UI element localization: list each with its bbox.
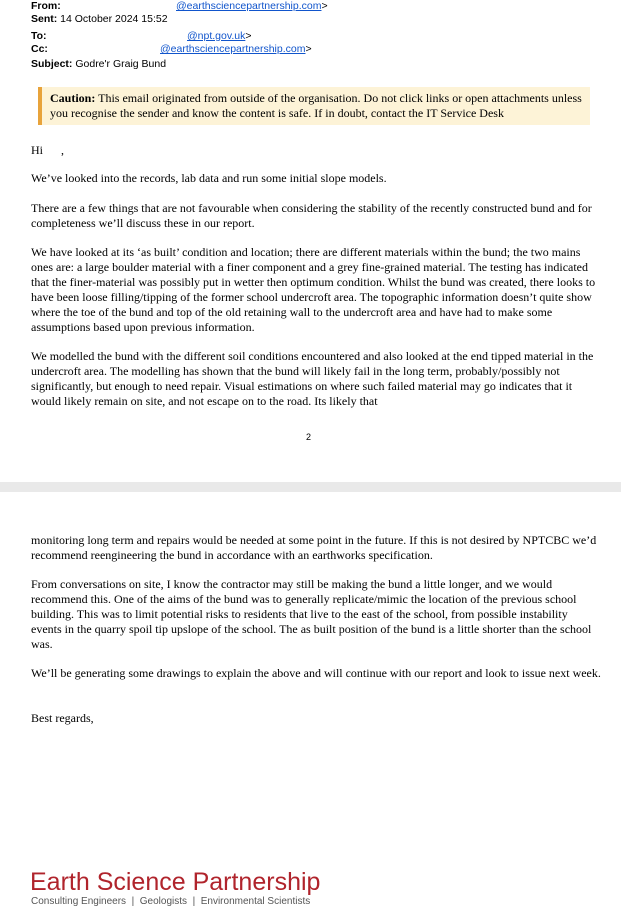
sign-off: Best regards, <box>31 711 94 725</box>
from-email-link[interactable]: @earthsciencepartnership.com <box>176 0 322 12</box>
paragraph-2: There are a few things that are not favourable when considering the stability of the recently constructed bund and for completeness we’ll discuss these in our report. <box>31 201 592 230</box>
subject-label: Subject: <box>31 58 73 70</box>
greeting: Hi , <box>31 143 64 157</box>
sent-value: 14 October 2024 15:52 <box>60 13 168 25</box>
sent-label: Sent: <box>31 13 58 25</box>
caution-banner <box>38 87 590 125</box>
page-break-divider <box>0 482 621 492</box>
to-email-link[interactable]: @npt.gov.uk <box>187 30 246 42</box>
from-row: From: @earthsciencepartnership.com> <box>31 0 328 12</box>
company-logo: Earth Science Partnership <box>30 868 321 896</box>
paragraph-1: We’ve looked into the records, lab data and run some initial slope models. <box>31 171 387 185</box>
sent-row <box>31 13 168 26</box>
paragraph-3: We have looked at its ‘as built’ condition and location; there are different materials within the bund; the two mains ones are: a large boulder material with a finer component and a grey fine-grained material. The testing has indicated that the finer-material was possibly put in wetter then optimum condition. Whilst the bund was created, there looks to have been loose filling/tipping of the former school undercroft area. The topographic information doesn’t quite show where the toe of the bund and top of the old retaining wall to the undercroft area and have had to make some assumptions based upon previous information. <box>31 245 596 334</box>
subject-row <box>31 58 166 71</box>
company-tagline: Consulting Engineers | Geologists | Environmental Scientists <box>31 896 311 907</box>
page-number: 2 <box>306 432 312 442</box>
cc-label: Cc: <box>31 43 48 55</box>
to-row: To: @npt.gov.uk> <box>31 30 252 42</box>
cc-email-link[interactable]: @earthsciencepartnership.com <box>160 43 306 55</box>
caution-text: This email originated from outside of the organisation. Do not click links or open attachments unless you recognise the sender and know the content is safe. If in doubt, contact the IT Service Desk <box>50 91 582 120</box>
cc-row: Cc: @earthsciencepartnership.com> <box>31 43 312 55</box>
paragraph-7: We’ll be generating some drawings to explain the above and will continue with our report and look to issue next week. <box>31 666 601 680</box>
caution-label: Caution: <box>50 91 96 105</box>
paragraph-4: We modelled the bund with the different soil conditions encountered and also looked at the end tipped material in the undercroft area. The modelling has shown that the bund will likely fail in the long term, probably/possibly not significantly, but enough to need repair. Visual estimations on where such failed material may go indicates that it would likely remain on site, and not escape on to the road. Its likely that <box>31 349 594 408</box>
paragraph-6: From conversations on site, I know the contractor may still be making the bund a little longer, and we would recommend this. One of the aims of the bund was to generally replicate/mimic the location of the previous school building. This was to limit potential risks to residents that live to the east of the school, from possible instability events in the quarry spoil tip upslope of the school. The as built position of the bund is a little shorter than the school was. <box>31 577 592 651</box>
subject-value: Godre'r Graig Bund <box>75 58 167 70</box>
paragraph-5: monitoring long term and repairs would be needed at some point in the future. If this is not desired by NPTCBC we’d recommend reengineering the bund in accordance with an earthworks specification. <box>31 533 597 562</box>
from-label: From: <box>31 0 61 12</box>
to-label: To: <box>31 30 47 42</box>
